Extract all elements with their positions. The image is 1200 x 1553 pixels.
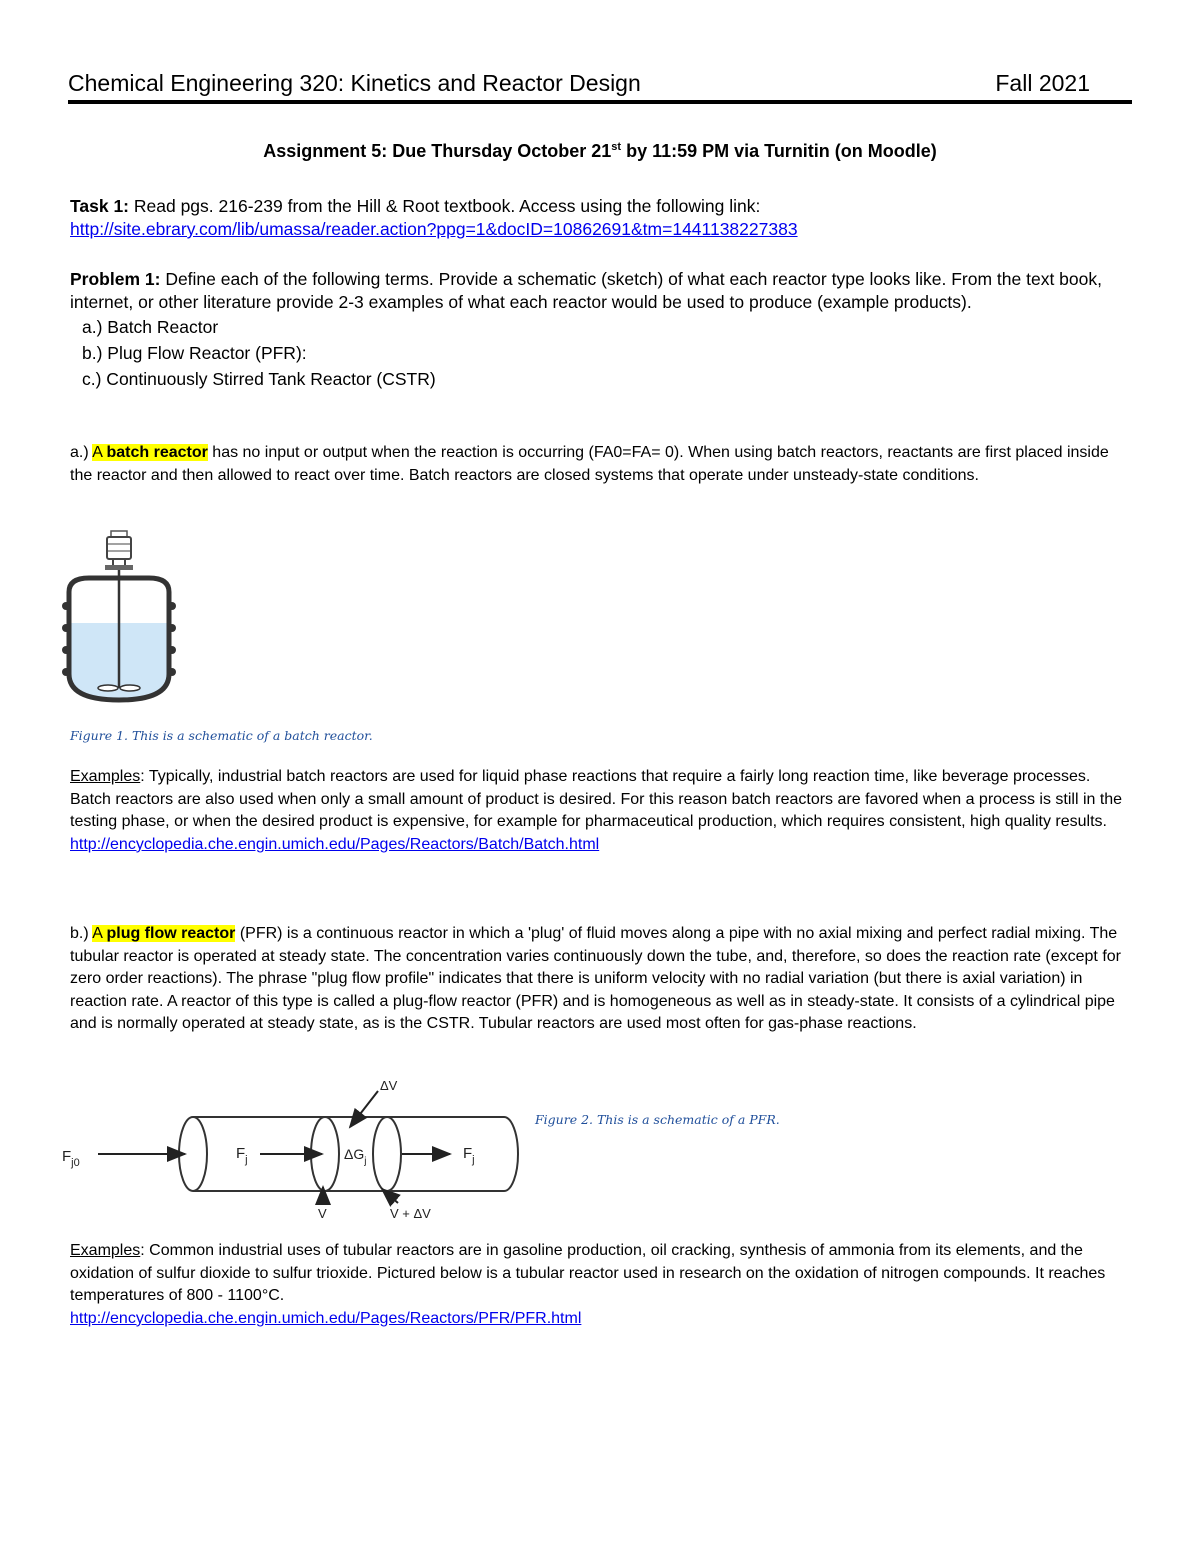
pfr-highlight: A plug flow reactor [92,925,236,942]
v-label: V [318,1206,327,1221]
fj0-label: $F_{j0}$ [62,1148,80,1169]
problem-label: Problem 1: [70,269,161,289]
pfr-figure [60,1075,530,1225]
fj-out-label: $F_j$ [463,1145,475,1166]
v-dv-label: V + ΔV [390,1206,431,1221]
batch-highlight: A batch reactor [92,444,208,461]
motor-icon [107,537,131,559]
dv-pointer [350,1091,378,1127]
dv-label: ΔV [380,1078,398,1093]
pfr-examples: Examples: Common industrial uses of tubular reactors are in gasoline production, oil cracking, synthesis of ammonia from its elements, and the oxidation of sulfur dioxide to sulfur trioxide. Pictured below is a tubular reactor used in research on the oxidation of nitrogen compounds. It reaches temperatures of 800 - 1100°C. http://encyclopedia.che.engin.umich.edu/Pages/Reactors/PFR/PFR.html [70,1242,1106,1327]
figure-2-caption: Figure 2. This is a schematic of a PFR. [535,1112,780,1127]
task-label: Task 1: [70,196,130,216]
problem-section [70,268,1130,392]
dg-label: $\Delta G_j$ [344,1146,367,1167]
impeller-blade [98,685,118,691]
impeller-blade [120,685,140,691]
term-label: Fall 2021 [995,70,1090,96]
reactor-list [70,314,1130,392]
task-section [70,195,1130,241]
textbook-link[interactable]: http://site.ebrary.com/lib/umassa/reader.action?ppg=1&docID=10862691&tm=1441138227383 [70,219,798,239]
figure-1-caption: Figure 1. This is a schematic of a batch reactor. [70,728,373,743]
batch-definition: a.) A batch reactor has no input or output when the reaction is occurring (FA0=FA= 0). When using batch reactors, reactants are first placed inside the reactor and then allowed to react over time. Batch reactors are closed systems that operate under unsteady-state conditions. [70,444,1109,484]
list-item: b.) Plug Flow Reactor (PFR): [82,343,307,363]
course-title: Chemical Engineering 320: Kinetics and Reactor Design [68,70,641,96]
page-header [68,70,1132,104]
assignment-title: Assignment 5: Due Thursday October 21st by 11:59 PM via Turnitin (on Moodle) [263,141,937,161]
batch-link[interactable]: http://encyclopedia.che.engin.umich.edu/Pages/Reactors/Batch/Batch.html [70,835,600,853]
slice-v-dv [373,1117,401,1191]
list-item: a.) Batch Reactor [82,317,219,337]
batch-examples: Examples: Typically, industrial batch reactors are used for liquid phase reactions that require a fairly long reaction time, like beverage processes. Batch reactors are also used when only a small amount of product is desired. For this reason batch reactors are favored when a process is still in the testing phase, or when the desired product is expensive, for example for pharmaceutical production, which requires consistent, high quality results. http://encyclopedia.che.engin.umich.edu/Pages/Reactors/Batch/Batch.html [70,768,1123,853]
task-text: Read pgs. 216-239 from the Hill & Root textbook. Access using the following link: [129,196,761,216]
batch-reactor-figure [55,528,185,718]
list-item: c.) Continuously Stirred Tank Reactor (CSTR) [82,369,436,389]
pfr-definition: b.) A plug flow reactor (PFR) is a continuous reactor in which a 'plug' of fluid moves along a pipe with no axial mixing and perfect radial mixing. The tubular reactor is operated at steady state. The concentration varies continuously down the tube, and, therefore, so does the reaction rate (except for zero order reactions). The phrase "plug flow profile" indicates that there is uniform velocity with no radial variation (but there is axial variation) in reaction rate. A reactor of this type is called a plug-flow reactor (PFR) and is homogeneous as well as in steady-state. It consists of a cylindrical pipe and is normally operated at steady state, as is the CSTR. Tubular reactors are used most often for gas-phase reactions. [70,925,1121,1032]
pipe-outlet [504,1117,518,1191]
fj-label: $F_j$ [236,1145,248,1166]
pfr-link[interactable]: http://encyclopedia.che.engin.umich.edu/Pages/Reactors/PFR/PFR.html [70,1309,582,1327]
problem-text: Define each of the following terms. Provide a schematic (sketch) of what each reactor type looks like. From the text book, internet, or other literature provide 2-3 examples of what each reactor would be used to produce (example products). [70,269,1102,312]
